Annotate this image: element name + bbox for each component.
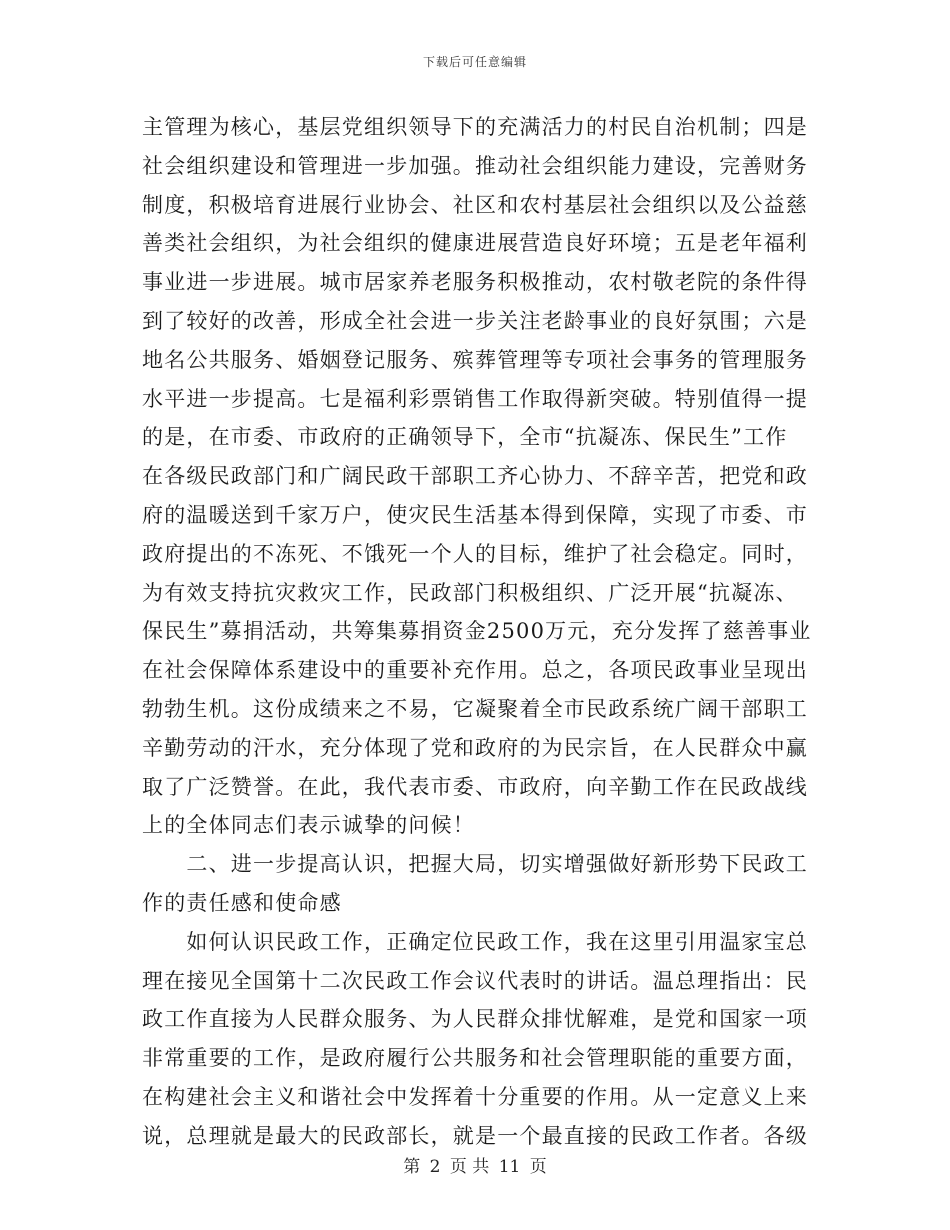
text-line: 到了较好的改善，形成全社会进一步关注老龄事业的良好氛围；六是 [142,308,808,333]
page-header: 下载后可任意编辑 [422,55,527,69]
section-heading-line: 作的责任感和使命感 [142,890,342,915]
text-line: 理在接见全国第十二次民政工作会议代表时的讲话。温总理指出：民 [142,968,808,993]
text-line: 在社会保障体系建设中的重要补充作用。总之，各项民政事业呈现出 [142,658,808,683]
text-line: 在构建社会主义和谐社会中发挥着十分重要的作用。从一定意义上来 [142,1084,808,1109]
section-heading-line: 二、进一步提高认识，把握大局，切实增强做好新形势下民政工 [142,852,808,877]
text-line: 事业进一步进展。城市居家养老服务积极推动，农村敬老院的条件得 [142,270,808,295]
text-line: 府的温暖送到千家万户，使灾民生活基本得到保障，实现了市委、市 [142,502,808,527]
page-footer [0,1152,950,1177]
text-line: 非常重要的工作，是政府履行公共服务和社会管理职能的重要方面， [142,1046,808,1071]
footer-middle: 页 共 [449,1157,490,1177]
text-line: 政府提出的不冻死、不饿死一个人的目标，维护了社会稳定。同时， [142,541,808,566]
text-line: 辛勤劳动的汗水，充分体现了党和政府的为民宗旨，在人民群众中赢 [142,735,808,760]
current-page-number: 2 [429,1157,441,1177]
text-line: 制度，积极培育进展行业协会、社区和农村基层社会组织以及公益慈 [142,192,808,217]
text-line: 取了广泛赞誉。在此，我代表市委、市政府，向辛勤工作在民政战线 [142,774,808,799]
text-line: 如何认识民政工作，正确定位民政工作，我在这里引用温家宝总 [142,929,808,954]
text-line: 说，总理就是最大的民政部长，就是一个最直接的民政工作者。各级 [142,1123,808,1148]
footer-suffix: 页 [529,1157,547,1177]
text-line: 水平进一步提高。七是福利彩票销售工作取得新突破。特别值得一提 [142,386,808,411]
text-line: 上的全体同志们表示诚挚的问候！ [142,813,475,838]
text-line: 保民生”募捐活动，共筹集募捐资金2500万元，充分发挥了慈善事业 [142,619,812,644]
text-line: 主管理为核心，基层党组织领导下的充满活力的村民自治机制；四是 [142,115,808,139]
text-line: 政工作直接为人民群众服务、为人民群众排忧解难，是党和国家一项 [142,1007,808,1032]
text-line: 地名公共服务、婚姻登记服务、殡葬管理等专项社会事务的管理服务 [142,347,808,372]
document-body [142,108,822,1156]
text-line: 善类社会组织，为社会组织的健康进展营造良好环境；五是老年福利 [142,231,808,256]
text-line: 为有效支持抗灾救灾工作，民政部门积极组织、广泛开展“抗凝冻、 [142,580,798,605]
text-line: 勃勃生机。这份成绩来之不易，它凝聚着全市民政系统广阔干部职工 [142,696,808,721]
total-page-count: 11 [498,1157,521,1177]
text-line: 社会组织建设和管理进一步加强。推动社会组织能力建设，完善财务 [142,153,808,178]
text-line: 在各级民政部门和广阔民政干部职工齐心协力、不辞辛苦，把党和政 [142,464,808,489]
text-line: 的是，在市委、市政府的正确领导下，全市“抗凝冻、保民生”工作 [142,425,788,450]
footer-prefix: 第 [403,1157,421,1177]
